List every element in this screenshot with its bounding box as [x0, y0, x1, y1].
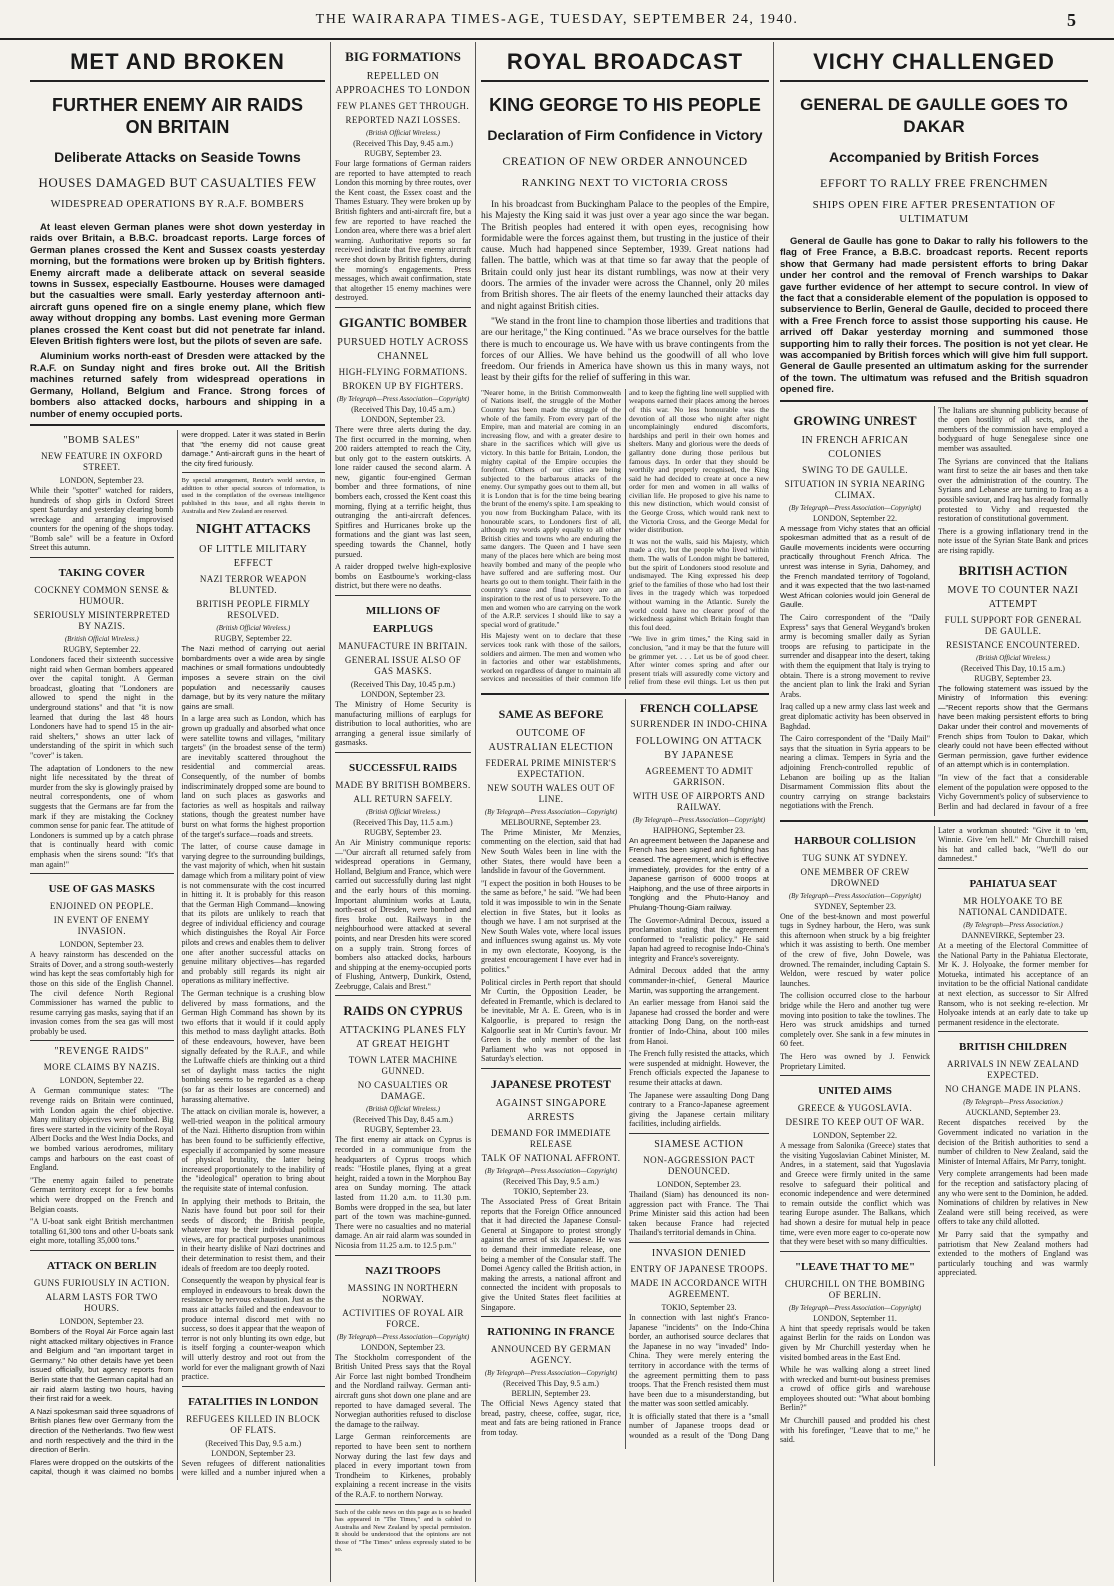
article-subhead: DEMAND FOR IMMEDIATE RELEASE [491, 1128, 611, 1149]
article-body: There is a growing inflationary trend in the note issue of the Syrian State Bank and prices are rising rapidly. [938, 526, 1088, 555]
article-body: The Ministry of Home Security is manufacturing millions of earplugs for distribution to local authorities, who are arranging a general issue similarly of gasmasks. [335, 700, 471, 748]
received-line: (Received This Day, 10.15 a.m.) [961, 663, 1065, 673]
article-body: It was not the walls, said his Majesty, which made a city, but the people who lived within them. The walls of London might be battered, but the spirit of Londoners stood resolute and undismayed. The King expressed his deep grief to the families of those who had lost their lives in the tragedy which was torpedoed without warning in the Atlantic. Surely the world could have no clearer proof of the wickedness against which Britain fought than this foul deed. [629, 536, 769, 632]
article-subhead: REPELLED ON APPROACHES TO LONDON [335, 71, 471, 96]
article-body: A heavy rainstorm has descended on the Straits of Dover, and a strong south-westerly wind has kept the seas comfortably high for those on this side of the English Channel. The civil defence North Regional Commissioner has warned the public to resume carrying gas masks, saying that if an invasion comes from the sea gas will most probably be used. [30, 950, 174, 1036]
article-subhead: ANNOUNCED BY GERMAN AGENCY. [490, 1344, 612, 1366]
divider [629, 1242, 769, 1243]
article-body: Mr Parry said that the sympathy and patriotism that New Zealand mothers had extended to the mothers of England was particularly touching and was warmly appreciated. [938, 1229, 1088, 1278]
footnote: Such of the cable news on this page as is so headed has appeared in "The Times," and is cabled to Australia and New Zealand by special permission. It should be understood that the opinions are not those of "The Times" unless expressly stated to be so. [335, 1508, 471, 1554]
article-headline: MILLIONS OF EARPLUGS [365, 605, 441, 635]
article-body: A hint that speedy reprisals would be taken against Berlin for the raids on London was given by Mr Churchill yesterday when he visited bombed areas in the East End. [780, 1323, 930, 1362]
article-subhead: BRITISH PEOPLE FIRMLY RESOLVED. [196, 599, 311, 621]
article-body: The Hero was owned by J. Fenwick Proprietary Limited. [780, 1052, 930, 1071]
article-body: It is officially stated that there is a "small number of Japanese troops dead or wounded as a result of the 'Dong Dang [629, 1411, 769, 1441]
article-body: The Cairo correspondent of the "Daily Express" says that General Weygand's broken army is becoming smaller daily as Syrian troops are refusing to participate in the surrender and disappear into the desert, taking with them the equipment that Italy is trying to obtain. There is a strong movement to revive the ancient plan to link the Iraki and Syrian Arabs. [780, 613, 930, 699]
divider [481, 1316, 621, 1317]
article-subhead: MOVE TO COUNTER NAZI ATTEMPT [947, 584, 1079, 610]
article-body: "In view of the fact that a considerable element of the population were opposed to the Vichy Government's policy of subservience to Berlin and had declared in favour of a free [938, 772, 1088, 811]
dateline: TOKIO, September 23. [513, 1187, 589, 1196]
broadcast-subcolumns [481, 389, 769, 689]
article-headline: GIGANTIC BOMBER [338, 314, 468, 330]
headline: GENERAL DE GAULLE GOES TO DAKAR [800, 95, 1068, 136]
divider [938, 868, 1088, 869]
sub-headline: CREATION OF NEW ORDER ANNOUNCED [502, 154, 748, 168]
article-subhead: REFUGEES KILLED IN BLOCK OF FLATS. [186, 1413, 321, 1435]
dateline: LONDON, September 11. [813, 1313, 897, 1323]
credit-line: (By Telegraph—Press Association—Copyright) [336, 1332, 470, 1341]
divider [335, 995, 471, 996]
received-line: (Received This Day, 9.45 a.m.) [353, 139, 453, 148]
sub-headline: SHIPS OPEN FIRE AFTER PRESENTATION OF ULTIMATUM [812, 199, 1056, 225]
article-body: The French fully resisted the attacks, which were suspended at midnight. However, the French officials expected the Japanese to resume their attacks at dawn. [629, 1049, 769, 1087]
lead-paragraph: At least eleven German planes were shot down yesterday in raids over Britain, a B.B.C. broadcast reports. Large forces of German planes crossed the Kent and Sussex coasts yesterday morning, but the formations were broken up by British fighters. Enemy aircraft made a deliberate attack on several seaside towns in Sussex, especially Eastbourne. Houses were damaged but the casualties were small. Early yesterday afternoon anti-aircraft guns opened fire on a single enemy plane, which flew away without dropping any bombs. Last evening more German planes crossed the Kent coast but did not penetrate far inland. Eleven British fighters were lost, but the pilots of seven are safe. [30, 222, 325, 348]
sub-headline: Declaration of Firm Confidence in Victory [487, 127, 763, 143]
article-headline: "REVENGE RAIDS" [54, 1046, 150, 1058]
article-body: Thailand (Siam) has denounced its non-aggression pact with France. The Thai Prime Minister said this action had been taken because France had rejected Thailand's territorial demands in China. [629, 1189, 769, 1238]
article-subhead: IN EVENT OF ENEMY INVASION. [53, 915, 150, 937]
divider [780, 1075, 930, 1076]
article-night-attacks [182, 521, 326, 1382]
article-headline: BRITISH CHILDREN [959, 1041, 1067, 1054]
article-harbour-collision [780, 832, 930, 1072]
article-subhead: OUTCOME OF AUSTRALIAN ELECTION [488, 727, 614, 753]
article-subhead: MANUFACTURE IN BRITAIN. [338, 641, 468, 651]
article-successful-raids [335, 759, 471, 992]
article-headline: ATTACK ON BERLIN [46, 1259, 157, 1272]
divider [938, 1031, 1088, 1032]
article-subhead: COCKNEY COMMON SENSE & HUMOUR. [34, 585, 170, 607]
divider [30, 873, 174, 874]
divider [30, 424, 325, 426]
divider [182, 472, 326, 473]
article-headline: FATALITIES IN LONDON [188, 1395, 319, 1408]
divider [30, 80, 325, 82]
article-body: The first enemy air attack on Cyprus is recorded in a communique from the headquarters of Cyprus troops which reads: "Hostile planes, flying at a great height, raided a town in the Morphou Bay area on Sunday morning. The attack lasted from 11.20 a.m. to 11.30 p.m. Bombs were dropped in the sea, but later part of the town was machine-gunned. There were no casualties and no material damage. An air raid alarm was sounded in Nicosia from 11.25 a.m. to 12.5 p.m." [335, 1135, 471, 1250]
article-body: The adaptation of Londoners to the new night life necessitated by the threat of murder from the sky is glowingly praised by neutral correspondents, one of whom suggests that the Germans are far from the mark if they are mistaking the Cockney common sense for panic fear. The attitude of Londoners is summed up by a catch phrase that is continually heard with comic emphasis when the sirens sound: "It's that man again!" [30, 763, 174, 869]
dateline: LONDON, September 23. [211, 1448, 296, 1458]
article-body: The Official News Agency stated that bread, pastry, cheese, coffee, sugar, rice, meat and fats are being rationed in France from today. [481, 1399, 621, 1437]
article-body: At a meeting of the Electoral Committee of the National Party in the Pahiatua Electorate, Mr K. J. Holyoake, the former member for Motueka, intimated his acceptance of an invitation to be the official National candidate at next election, as successor to Sir Alfred Ransom, who is not seeking re-election. Mr Holyoake intends at an early date to take up permanent residence in the electorate. [938, 941, 1088, 1027]
article-headline: RAIDS ON CYPRUS [343, 1003, 463, 1019]
article-body: "The enemy again failed to penetrate German territory except for a few bombs which were dropped on the French and Belgian coasts. [30, 1175, 174, 1214]
article-subhead: FEDERAL PRIME MINISTER'S EXPECTATION. [485, 757, 617, 779]
article-subhead: PURSUED HOTLY ACROSS CHANNEL [337, 336, 469, 362]
article-subhead: MORE CLAIMS BY NAZIS. [43, 1062, 160, 1073]
article-subhead: ATTACKING PLANES FLY AT GREAT HEIGHT [339, 1025, 467, 1051]
article-revenge-raids [30, 1045, 174, 1246]
article-subhead: NEW FEATURE IN OXFORD STREET. [41, 450, 163, 472]
article-body: Large German reinforcements are reported to have been sent to northern Norway during the last few days and placed in every important town from Trondheim to Kirkenes, probably explaining a recent increase in the visits of the R.A.F. to northern Norway. [335, 1432, 471, 1499]
masthead-title: THE WAIRARAPA TIMES-AGE, TUESDAY, SEPTEMBER 24, 1940. [315, 12, 799, 27]
divider [335, 595, 471, 596]
divider [481, 693, 769, 695]
sub-headline: Accompanied by British Forces [828, 149, 1040, 165]
article-subhead: SWING TO DE GAULLE. [802, 464, 908, 475]
received-line: (Received This Day, 9.5 a.m.) [205, 1438, 302, 1448]
article-subhead: SERIOUSLY MISINTERPRETED BY NAZIS. [33, 610, 171, 632]
article-british-children [938, 1038, 1088, 1278]
article-pahiatua-seat [938, 875, 1088, 1027]
divider [780, 1251, 930, 1252]
received-line: (Received This Day, 8.45 a.m.) [353, 1115, 453, 1125]
received-line: (Received This Day, 9.5 a.m.) [503, 1177, 599, 1186]
dateline: RUGBY, September 23. [364, 149, 442, 158]
dateline: HAIPHONG, September 23. [653, 825, 745, 835]
article-body: Bombers of the Royal Air Force again last night attacked military objectives in France and Belgium and "an important target in Germany." No other details have yet been issued officially, but agency reports from Berlin state that the German capital had an air raid alarm lasting two hours, having their first raid for a week. [30, 1326, 174, 1404]
article-gigantic-bomber [335, 314, 471, 591]
credit-line: (By Telegraph—Press Association—Copyright) [336, 394, 470, 403]
article-body: While he was walking along a street lined with wrecked and burnt-out business premises a crowd of office girls and warehouse employees shouted out: "What about bombing Berlin?" [780, 1365, 930, 1413]
sub-headline: Deliberate Attacks on Seaside Towns [54, 149, 301, 165]
article-body: Londoners faced their sixteenth successive night raid when German bombers appeared over the capital tonight. A German broadcast, gloating that "Londoners are allowed to spend the night in the underground stations" and that "it is now learned that during the last 48 hours Londoners have had to spend 15 in the air-raid shelters," shows an utter lack of understanding of the spirit in which such "cover" is taken. [30, 655, 174, 760]
article-body: A message from Salonika (Greece) states that the visiting Yugoslavian Cabinet Minister, M. Andres, in a statement, said that Yugoslavia and Greece were firmly united in the same resolve to safeguard their political and economic independence and were determined to remain outside the conflict which was tearing Europe asunder. The Balkans, which had shown a desire for mutual help in peace time, were even more eager to co-operate now that they were beset with so many difficulties. [780, 1141, 930, 1247]
credit-line: (By Telegraph—Press Association—Copyright) [484, 807, 618, 816]
article-subhead: TUG SUNK AT SYDNEY. [802, 852, 908, 863]
article-subhead: OF LITTLE MILITARY EFFECT [199, 544, 308, 570]
article-body: Four large formations of German raiders are reported to have attempted to reach London this morning by three routes, over the Kent coast, the Essex coast and the Thames Estuary. They were broken up by British fighters and anti-aircraft fire, but a few are reported to have reached the London area, where there was a brief alert warning. Authoritative reports so far received indicate that five enemy aircraft were shot down by British fighters, during the morning's engagements. Press messages, which await confirmation, state that altogether 15 enemy machines were destroyed. [335, 159, 471, 303]
article-body: The collision occurred close to the harbour bridge while the Hero and another tug were moving into position to take the towlines. The Hero was struck amidships and turned completely over. She sank in a few minutes in 60 feet. [780, 991, 930, 1049]
dateline: LONDON, September 22. [813, 513, 897, 523]
article-body: The Japanese were assaulting Dong Dang contrary to a Franco-Japanese agreement giving the Japanese certain military facilities, including airfields. [629, 1090, 769, 1129]
article-big-formations [335, 48, 471, 303]
article-subhead: ONE MEMBER OF CREW DROWNED [800, 866, 910, 888]
article-body: A German communique states: "The revenge raids on Britain were continued, with London again the chief objective. Many military objectives were bombed. Big fires were started in the vicinity of the Royal Albert Docks and the West India Docks, and we bombed various aerodromes, military camps and harbours on the east coast of England. [30, 1086, 174, 1173]
article-subhead: NON-AGGRESSION PACT DENOUNCED. [643, 1154, 755, 1176]
dateline: LONDON, September 23. [361, 690, 445, 699]
dateline: MELBOURNE, September 23. [501, 817, 601, 827]
section-met-and-broken [30, 42, 325, 1582]
credit-line: (By Telegraph—Press Association—Copyright) [484, 1167, 618, 1175]
banner-headline: MET AND BROKEN [70, 49, 285, 74]
article-subhead: MR HOLYOAKE TO BE NATIONAL CANDIDATE. [958, 896, 1068, 918]
credit-line: (British Official Wireless.) [64, 635, 139, 644]
article-subhead: SITUATION IN SYRIA NEARING CLIMAX. [784, 478, 926, 500]
received-line: (Received This Day, 10.45 a.m.) [351, 404, 455, 414]
article-headline: NIGHT ATTACKS [195, 522, 311, 538]
lead-paragraph: "We stand in the front line to champion those liberties and traditions that are our heritage," the King continued. "As we brace ourselves for the battle there is much to encourage us. We have with us brave contingents from the forces of our Allies. We have behind us the goodwill of all who love freedom. Our friends in America have shown us this in many ways, not least by their gifts for the relief of suffering in this war. [481, 316, 769, 384]
article-body: Seven refugees of different nationalities were killed and a number injured when a [181, 1458, 325, 1478]
dateline: RUGBY, September 23. [364, 827, 442, 837]
article-body: In connection with last night's Franco-Japanese "incidents" on the Indo-China border, an authorised source declares that the Japanese in no way "invaded" Indo-China. They were merely entering the territory in accordance with the terms of the agreement permitting them to pass troops. That the French resisted them must have been due to a misunderstanding, but the matter was soon settled amicably. [629, 1312, 769, 1409]
article-body: A message from Vichy states that an official spokesman admitted that as a result of de Gaulle movements incidents were occurring practically throughout French Africa. The unrest was intense in Syria, Dahomey, and the French mandated territory of Togoland, and it was expected that the two last-named West African colonies would join General de Gaulle. [780, 523, 930, 610]
article-body: "We live in grim times," the King said in conclusion, "and it may be that the future will be grimmer yet. . . . Let us be of good cheer. After winter comes spring and after our present trials will assuredly come victory and relief from these evil things. Let us then put [629, 634, 769, 687]
article-headline: BRITISH ACTION [958, 562, 1068, 578]
article-subhead: IN FRENCH AFRICAN COLONIES [801, 434, 909, 460]
article-rationing-in-france [481, 1323, 621, 1437]
article-body: An Air Ministry communique reports:—"Our aircraft all returned safely from widespread operations in Germany, Holland, Belgium and France, which were carried out successfully during last night and the early hours of this morning. Important aluminium works at Lauta, north-east of Dresden, were bombed and fires broke out. Railways in the neighbourhood were attacked at several points, and near Dresden hits were scored on a supply train. Strong forces of bombers also attacked docks, harbours and shipping at the enemy-occupied ports of Flushing, Antwerp, Dunkirk, Ostend, Zeebrugge, Calais and Brest." [335, 837, 471, 991]
article-headline: "BOMB SALES" [63, 434, 141, 446]
article-subhead: NO CHANGE MADE IN PLANS. [945, 1084, 1081, 1095]
col4-upper-subcolumns [780, 406, 1088, 816]
article-headline: UNITED AIMS [818, 1085, 892, 1098]
article-subhead: BROKEN UP BY FIGHTERS. [342, 380, 464, 391]
article-subhead: MADE BY BRITISH BOMBERS. [335, 779, 471, 790]
credit-line: (By Telegraph—Press Association—Copyright) [632, 815, 766, 824]
article-japanese-protest [481, 1075, 621, 1312]
credit-line: (By Telegraph—Press Association—Copyright) [788, 891, 922, 900]
credit-line: (British Official Wireless.) [366, 807, 440, 816]
article-headline: TAKING COVER [58, 567, 145, 580]
article-subhead: NAZI TERROR WEAPON BLUNTED. [199, 574, 307, 596]
divider [30, 1250, 174, 1251]
article-headline: FRENCH COLLAPSE [639, 700, 759, 715]
article-united-aims [780, 1082, 930, 1247]
article-subhead: FOLLOWING ON ATTACK BY JAPANESE [635, 735, 763, 761]
article-same-as-before [481, 705, 621, 1064]
article-body: Iraq called up a new army class last week and great diplomatic activity has been observed in Baghdad. [780, 702, 930, 731]
article-headline: BIG FORMATIONS [345, 49, 461, 64]
sub-headline: HOUSES DAMAGED BUT CASUALTIES FEW [38, 175, 317, 190]
divider [335, 1504, 471, 1505]
dateline: LONDON, September 23. [361, 1342, 445, 1352]
article-body: His Majesty went on to declare that these services took rank with those of the sailors, soldiers and airmen. The men and women who in factories and other war establishments, worked on regardless of danger to maintain all services and necessities of their common life and to keep the fighting line well supplied with weapons earned their places among the heroes of this war. No less honourable was the devotion of all those who night after night uncomplainingly endured discomforts, hardships and peril in their own homes and shelters. Many and glorious were the deeds of gallantry done during those perilous but famous days. In order that they should be worthily and properly recognised, the King said he had decided to create at once a new order for men and women in all walks of civilian life. He proposed to give his name to this new distinction, which would consist of the George Cross, which would rank next to the Victoria Cross, and the George Medal for wider distribution. [481, 387, 769, 684]
dateline: RUGBY, September 23. [364, 1125, 442, 1135]
divider [481, 80, 769, 82]
article-subhead: GREECE & YUGOSLAVIA. [797, 1103, 913, 1114]
article-subhead: ACTIVITIES OF ROYAL AIR FORCE. [342, 1307, 464, 1329]
dateline: RUGBY, September 22. [214, 634, 292, 644]
dateline: LONDON, September 23. [657, 1179, 741, 1189]
article-body: The latter, of course cause damage in varying degree to the surrounding buildings, the vast majority of which, when hit sustain damage which from a military point of view is not commensurate with the cost incurred in hitting it. It is probably for this reason that the German High Command—knowing that its pilots are unlikely to reach that degree of individual efficiency and courage which distinguishes the Royal Air Force pilots and crews and enables them to deliver one after another successful attacks on genuine military objectives—has regarded and probably still regards its night air operations as military ineffective. [181, 842, 325, 986]
credit-line: (British Official Wireless.) [366, 129, 440, 137]
dateline: AUCKLAND, September 23. [965, 1108, 1061, 1118]
article-subhead: NO CASUALTIES OR DAMAGE. [357, 1080, 449, 1102]
dateline: LONDON, September 23. [59, 475, 144, 485]
article-body: In applying their methods to Britain, the Nazis have found but poor soil for their seeds of discord; the British people, whatever may be their individual political views, are for practical purposes unanimous in their hearty dislike of Nazi doctrines and their determination to resist them, and their ideals of freedom are too deeply rooted. [181, 1196, 325, 1273]
article-subhead: MASSING IN NORTHERN NORWAY. [347, 1282, 459, 1304]
credit-line: (By Telegraph—Press Association—Copyright) [484, 1369, 618, 1378]
article-headline: JAPANESE PROTEST [490, 1077, 612, 1091]
article-subhead: GENERAL ISSUE ALSO OF GAS MASKS. [344, 655, 462, 676]
divider [629, 1133, 769, 1134]
article-subhead: ENTRY OF JAPANESE TROOPS. [630, 1263, 768, 1274]
banner-headline: VICHY CHALLENGED [813, 49, 1055, 74]
article-nazi-troops [335, 1262, 471, 1554]
article-body: While their "spotter" watched for raiders, hundreds of shop girls in Oxford Street spent Saturday and yesterday clearing bomb wreckage and arranging improvised counters for the opening of the shops today. "Bomb sale" will be a feature in Oxford Street this autumn. [30, 485, 174, 553]
article-bomb-sales [30, 434, 174, 553]
article-body: The Prime Minister, Mr Menzies, commenting on the election, said that had New South Wales been in line with the other States, there would have been a landslide in favour of the Government. [481, 827, 621, 876]
article-body: The Cairo correspondent of the "Daily Mail" says that the situation in Syria appears to be nearing a climax. Tempers in Syria and the adjoining French-controlled republic of Lebanon are boiling up as the Italian Disarmament Commission flits about the country carrying on strange backstairs negotiations with the French. [780, 734, 930, 811]
article-taking-cover [30, 564, 174, 869]
article-body: The Nazi method of carrying out aerial bombardments over a wide area by single machines or small formations undoubtedly imposes a severe strain on the civil population and necessarily causes damage, but by its very nature the military gains are small. [181, 644, 325, 711]
column-rule [475, 42, 476, 1582]
lead-paragraph: General de Gaulle has gone to Dakar to rally his followers to the flag of Free France, a B.B.C. broadcast reports. Recent reports show that Germany had made persistent efforts to bring Dakar under her control and the removal of French warships to Dakar gave further evidence of her attempt to secure control. In view of the fact that a considerable element of the population is opposed to subservience to Berlin, General de Gaulle, decided to proceed there with a Free French force to assist those supporting his cause. He arrived off Dakar yesterday morning and summoned those supporting him to rally their forces. The position is not yet clear. He was accompanied by British forces which will give him full support. General de Gaulle presented an ultimatum asking for the surrender of the town. The ultimatum was refused and the British squadron opened fire. [780, 236, 1088, 396]
article-subhead: ARRIVALS IN NEW ZEALAND EXPECTED. [946, 1059, 1080, 1081]
article-body: Mr Churchill paused and prodded his chest with his forefinger, "Leave that to me," he said. [780, 1416, 930, 1445]
received-line: (Received This Day, 11.5 a.m.) [353, 817, 453, 827]
article-body: An agreement between the Japanese and French has been signed and fighting has ceased. The agreement, which is effective immediately, provides for the entry of a Japanese garrison of 6000 troops at Haiphong, and the use of three airports in Tongking and the Phuto-Hanoy and Phulang-Thoung-Giam railway. [629, 835, 769, 912]
article-subhead: MADE IN ACCORDANCE WITH AGREEMENT. [630, 1277, 768, 1299]
section-column-two [335, 42, 471, 1582]
dateline: LONDON, September 22. [813, 1131, 897, 1141]
lead-paragraph: In his broadcast from Buckingham Palace to the peoples of the Empire, his Majesty the King said it was just over a year ago since the war began. The British peoples had entered it with open eyes, recognising how formidable were the forces against them, but trusting in the justice of their cause. Much had happened since September, 1939. Great nations had fallen. The battle, which was at that time so far away that the people of Britain could only just hear its distant rumblings, was now at their very doors. The armies of the invader were across the Channel, only 20 miles from British shores. The air fleets of the enemy launched their attacks day and night against British cities. [481, 200, 769, 312]
article-subhead: TALK OF NATIONAL AFFRONT. [481, 1153, 621, 1163]
footnote: By special arrangement, Reuter's world service, in addition to other special sources of information, is used in the compilation of the overseas intelligence published in this issue, and all rights therein in Australia and New Zealand are reserved. [181, 477, 325, 515]
article-headline: INVASION DENIED [651, 1247, 747, 1259]
article-body: Admiral Decoux added that the army commander-in-chief, General Maurice Martin, was supporting the arrangement. [629, 966, 769, 995]
article-subhead: WITH USE OF AIRPORTS AND RAILWAY. [632, 790, 766, 812]
divider [30, 1040, 174, 1041]
article-body: The Associated Press of Great Britain reports that the Foreign Office announced that it had directed the Japanese Consul-General at Singapore to protest strongly against the arrest of six Japanese. He was to demand their immediate release, one being a member of the Consular staff. The Domei Agency called the British action, in making the arrests, a national affront and connected the incident with proposals to give the United States fleet facilities at Singapore. [481, 1197, 621, 1312]
col3-lower-subcolumns [481, 699, 769, 1449]
article-headline: "LEAVE THAT TO ME" [794, 1260, 916, 1273]
article-headline: RATIONING IN FRANCE [487, 1326, 615, 1339]
article-subhead: TOWN LATER MACHINE GUNNED. [348, 1055, 458, 1077]
credit-line: (By Telegraph—Press Association—Copyright) [788, 503, 922, 512]
article-millions-of-earplugs [335, 602, 471, 748]
article-subhead: FULL SUPPORT FOR GENERAL DE GAULLE. [944, 614, 1082, 636]
credit-line: (British Official Wireless.) [366, 1105, 440, 1114]
section-vichy-challenged [780, 42, 1088, 1582]
dateline: LONDON, September 22. [59, 1076, 144, 1086]
article-headline: SUCCESSFUL RAIDS [349, 761, 457, 774]
article-body: The following statement was issued by the Ministry of Information this evening:—"Recent reports show that the Germans have been making persistent efforts to bring Dakar under their control and movements of French ships from Toulon to Dakar, which clearly could not have been effected without German permission, gave further evidence of an attempt which is in contemplation. [938, 683, 1088, 770]
article-body: The German technique is a crushing blow delivered by mass formations, and the German High Command has shown by its two efforts that it would if it could apply this method to mass daylight attacks. Both of these endeavours, however, have been signally defeated by the R.A.F., and while the Luftwaffe chiefs are thinking out a third set of daylight mass tactics the night bombing seems to be regarded as a cheap (so far as their losses are concerned) and harassing alternative. [181, 989, 325, 1104]
banner-headline: ROYAL BROADCAST [506, 49, 744, 74]
received-line: (Received This Day, 10.45 p.m.) [350, 680, 456, 689]
article-body: One of the best-known and most powerful tugs in Sydney harbour, the Hero, was sunk this afternoon when struck by a big freighter which it was assisting to berth. One member of the crew of five, John Dowele, was drowned. The remainder, including Captain S. Weldon, were rescued by water police launches. [780, 911, 930, 988]
article-subhead: NEW SOUTH WALES OUT OF LINE. [487, 782, 615, 804]
sub-headline: WIDESPREAD OPERATIONS BY R.A.F. BOMBERS [50, 199, 305, 210]
article-headline: USE OF GAS MASKS [48, 883, 155, 896]
dateline: SYDNEY, September 23. [814, 901, 896, 911]
divider [335, 1255, 471, 1256]
article-subhead: REPORTED NAZI LOSSES. [345, 115, 461, 125]
article-body: Consequently the weapon by physical fear is employed in endeavours to break down the resistance by nervous exhaustion. Just as the mass air attacks failed and the endeavour to produce internal discord met with no success, so does it appear that the weapon of terror is not only blunting its own edge, but is itself forging a counter-weapon which will utterly destroy and root out from the world for ever the malignant growth of Nazi practice. [181, 1276, 325, 1382]
section-royal-broadcast [481, 42, 769, 1582]
article-headline: PAHIATUA SEAT [969, 878, 1057, 891]
dateline: LONDON, September 23. [59, 940, 144, 950]
article-body: A raider dropped twelve high-explosive bombs on Eastbourne's working-class district, but there were no deaths. [335, 562, 471, 591]
page-number: 5 [1067, 10, 1076, 30]
article-headline: SIAMESE ACTION [654, 1138, 744, 1150]
article-body: The Governor-Admiral Decoux, issued a proclamation stating that the agreement conformed to "realistic policy." He said Japan had agreed to recognise Indo-China's integrity and France's sovereignty. [629, 915, 769, 963]
article-body: The Syrians are convinced that the Italians want first to seize the air bases and then take over the administration of the country. The Syrians and Lebanese are turning to Iraq as a possible saviour, and Iraq has already formally protested to Vichy and requested the restoration of constitutional government. [938, 456, 1088, 524]
headline: FURTHER ENEMY AIR RAIDS ON BRITAIN [51, 95, 303, 137]
article-headline: NAZI TROOPS [365, 1264, 441, 1277]
divider [182, 1386, 326, 1387]
sub-headline: RANKING NEXT TO VICTORIA CROSS [521, 177, 729, 189]
article-subhead: AGAINST SINGAPORE ARRESTS [495, 1098, 607, 1123]
article-body: "Nearer home, in the British Commonwealth of Nations itself, the struggle of the Mother Country has been made the struggle of the whole of the family. From every part of the Empire, man and material are coming in an increasing flow, and with a greater desire to share in the sacrifices which will give us victory. In this battle for Britain, London, the mighty capital of the Empire occupies the forefront. Others of our cities are being subjected to the barbarous attacks of the enemy. Our sympathy goes out to them all, but it is London that is for the time being bearing the brunt of the enemy's spite. I am speaking to you now from Buckingham Palace, with its honourable scars, to Londoners first of all, although my words apply equally to all other British cities and towns who are enduring the same dangers. The Queen and I have seen many of the places here which are being most heavily bombed and many of the people who have suffered and are suffering most. Our hearts go out to them tonight. Their faith in the country's cause and final victory are an inspiration to the rest of us to persevere. To the men and women who are carrying on the work of the A.R.P. services I should like to say a special word of gratitude." [481, 387, 621, 629]
article-french-collapse [629, 699, 769, 1129]
dateline: RUGBY, September 22. [63, 645, 141, 655]
credit-line: (British Official Wireless.) [976, 653, 1050, 662]
article-body: Political circles in Perth report that should Mr Curtin, the Opposition Leader, be defeated in Fremantle, which is declared to be inevitable, Mr A. E. Green, who is in Kalgoorlie, is prepared to resign the Kalgoorlie seat in Mr Curtin's favour. Mr Green is the only member of the last Parliament who was not opposed in Saturday's election. [481, 977, 621, 1064]
article-subhead: DESIRE TO KEEP OUT OF WAR. [785, 1117, 925, 1128]
dateline: TOKIO, September 23. [661, 1302, 737, 1312]
article-body: "A U-boat sank eight British merchantmen totalling 61,300 tons and other U-boats sank eight more, totalling 35,000 tons." [30, 1217, 174, 1246]
article-body: "I expect the position in both Houses to be the same as before," he said. "We had been told it was impossible to win in the Senate election in five States, but it looks as though we have. I am not surprised at the New South Wales vote, where local issues and influences swung against us. My vote in my own electorate, Kooyong, is the greatest encouragement I have ever had in politics." [481, 878, 621, 975]
credit-line: (By Telegraph—Press Association.) [963, 1098, 1063, 1107]
article-subhead: FEW PLANES GET THROUGH. [336, 101, 470, 111]
article-subhead: SURRENDER IN INDO-CHINA [630, 719, 768, 730]
article-body: A Nazi spokesman said three squadrons of British planes flew over Germany from the direction of the Netherlands. Two flew west and north respectively and the third in the direction of Berlin. [30, 1406, 174, 1455]
masthead [0, 8, 1114, 40]
credit-line: (British Official Wireless.) [216, 624, 291, 633]
article-subhead: CHURCHILL ON THE BOMBING OF BERLIN. [784, 1278, 926, 1300]
article-subhead: GUNS FURIOUSLY IN ACTION. [33, 1277, 170, 1288]
credit-line: (By Telegraph—Press Association—Copyright) [788, 1303, 922, 1312]
article-subhead: ALL RETURN SAFELY. [353, 793, 453, 804]
divider [780, 400, 1088, 402]
column-rule [773, 42, 774, 1582]
dateline: LONDON, September 23. [59, 1316, 144, 1326]
article-body: Flares were dropped on the outskirts of the capital, though it was claimed no bombs were dropped. Later it was stated in Berlin that "the enemy did not cause great damage." Anti-aircraft guns in the heart of the city fired furiously. [30, 429, 325, 1477]
article-subhead: ENJOINED ON PEOPLE. [49, 901, 154, 912]
article-body: Very complete arrangements had been made for the reception and satisfactory placing of any who were sent to the Dominion, he added. Nominations of children by relatives in New Zealand were still being received, as were offers to take any child allotted. [938, 1169, 1088, 1227]
article-body: The attack on civilian morale is, however, a well-tried weapon in the political armoury of the Nazi. Hitherto disruption from within has been found to be sufficiently effective, especially if accompanied by some measure of physical brutality, the latter being increased proportionately to the inability of the "ideological" operation to bring about the requisite state of internal confusion. [181, 1107, 325, 1193]
dateline: LONDON, September 23. [361, 414, 445, 424]
article-body: The Stockholm correspondent of the British United Press says that the Royal Air Force last night bombed Trondheim and the Nordland railway. German anti-aircraft guns shot down one plane and are reported to have damaged several. The Norwegian authorities refused to disclose the damage to the railway. [335, 1352, 471, 1429]
divider [481, 1068, 621, 1069]
article-body: There were three alerts during the day. The first occurred in the morning, when 200 raiders attempted to reach the City, but only got to the eastern outskirts. A lone raider caused the second alarm. A new, gigantic four-engined German bomber and three formations, of nine bombers each, crossed the Kent coast this morning, flying at a terrific height, thus outranging the anti-aircraft defences. Spitfires and Hurricanes broke up the formations and the giant was last seen, speeding towards the Channel, hotly pursued. [335, 424, 471, 559]
dateline: DANNEVIRKE, September 23. [961, 931, 1065, 941]
article-body: Recent dispatches received by the Government indicated no variation in the decision of the British authorities to send a number of children to New Zealand, said the Minister of Internal Affairs, Mr Parry, tonight. [938, 1118, 1088, 1166]
article-use-of-gas-masks [30, 880, 174, 1036]
column-rule [330, 42, 331, 1582]
article-subhead: AGREEMENT TO ADMIT GARRISON. [645, 765, 753, 787]
col1-subcolumns [30, 430, 325, 1480]
headline: KING GEORGE TO HIS PEOPLE [489, 95, 761, 115]
article-body: An earlier message from Hanoi said the Japanese had crossed the border and were attacking Dong Dang, on the north-east frontier of Indo-China, about 100 miles from Hanoi. [629, 998, 769, 1046]
received-line: (Received This Day, 9.5 a.m.) [503, 1379, 599, 1389]
divider [335, 307, 471, 308]
article-headline: HARBOUR COLLISION [794, 834, 916, 847]
article-body: In a large area such as London, which has grown up gradually and absorbed what once were satellite towns and villages, "military targets" (in the broadest sense of the term) are inevitably scattered throughout the residential and commercial areas. Consequently, of the number of bombs indiscriminately dropped some are bound to land on such places as gasworks and factories as well as hospitals and railway stations, though the greatest number have burst on what forms the highest proportion of the target's surface—roads and streets. [181, 714, 325, 839]
article-subhead: RESISTANCE ENCOUNTERED. [946, 639, 1080, 650]
article-body: The Italians are shunning publicity because of the open hostility of all sects, and the members of the commission have employed a bodyguard of huge Senegalese since one member was assaulted. [938, 405, 1088, 454]
divider [30, 557, 174, 558]
article-headline: SAME AS BEFORE [498, 706, 604, 721]
divider [780, 820, 1088, 822]
article-siamese-action [629, 1138, 769, 1238]
col4-lower-subcolumns [780, 826, 1088, 1466]
dateline: BERLIN, September 23. [511, 1389, 591, 1399]
article-raids-on-cyprus [335, 1002, 471, 1250]
divider [335, 752, 471, 753]
sub-headline: EFFORT TO RALLY FREE FRENCHMEN [820, 176, 1048, 190]
article-subhead: HIGH-FLYING FORMATIONS. [338, 366, 468, 377]
article-body: Later a workman shouted: "Give it to 'em, Winnie. Give 'em hell." Mr Churchill raised his hat and called back, "We'll do our damnedest." [938, 825, 1088, 864]
dateline: RUGBY, September 23. [974, 673, 1052, 683]
article-headline: GROWING UNREST [793, 412, 917, 428]
article-subhead: ALARM LASTS FOR TWO HOURS. [45, 1291, 158, 1313]
credit-line: (By Telegraph—Press Association.) [963, 921, 1063, 930]
divider [780, 80, 1088, 82]
lead-paragraph: Aluminium works north-east of Dresden were attacked by the R.A.F. on Sunday night and fires broke out. All the British machines returned safely from widespread operations in Germany, Holland, Belgium and France. Strong forces of bombers also attacked docks, harbours and shipping in a number of enemy occupied ports. [30, 351, 325, 420]
